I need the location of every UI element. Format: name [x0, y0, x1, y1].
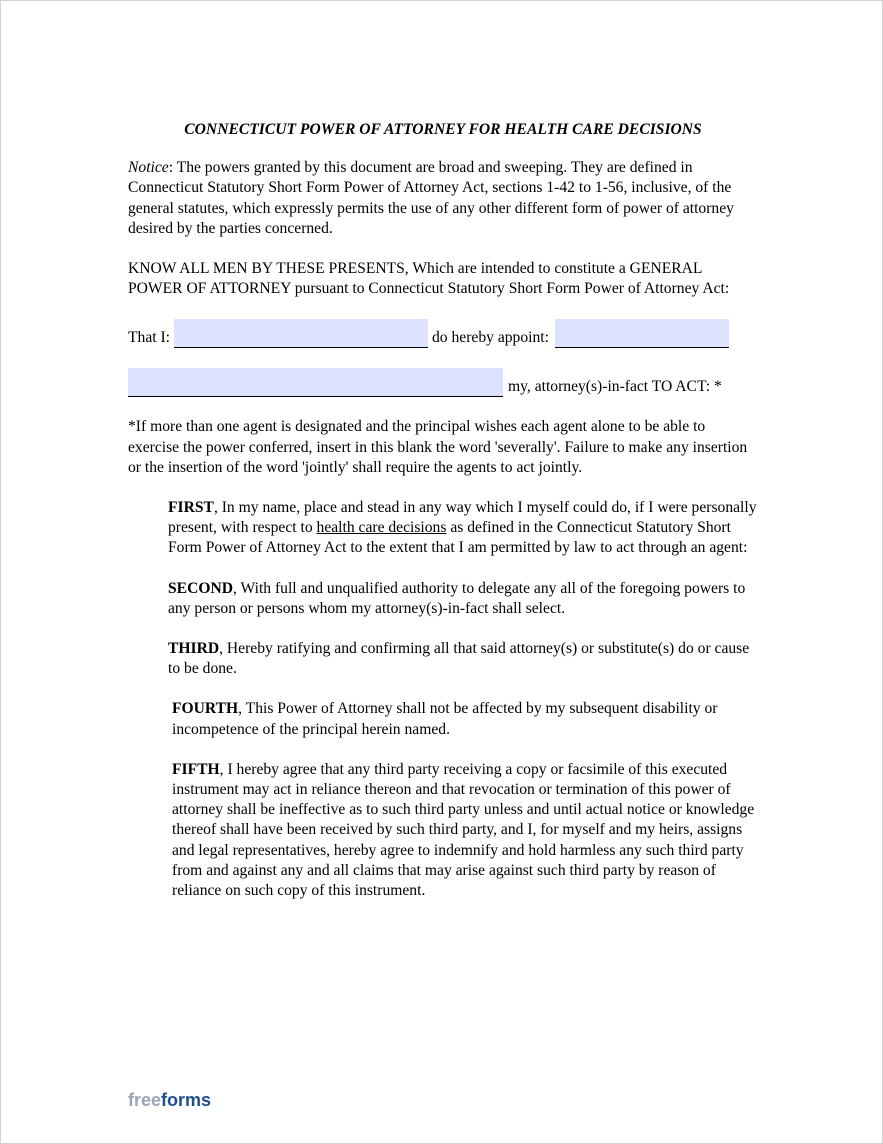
fourth-label: FOURTH — [172, 700, 239, 718]
fourth-paragraph — [128, 699, 758, 739]
agent-row — [128, 368, 758, 397]
that-i-label: That I: — [128, 329, 170, 347]
second-text: , With full and unqualified authority to delegate any all of the foregoing powers to any person or persons whom my attorney(s)-in-fact shall select. — [168, 579, 746, 617]
health-care-decisions-text: health care decisions — [316, 519, 447, 537]
know-all-paragraph: KNOW ALL MEN BY THESE PRESENTS, Which are intended to constitute a GENERAL POWER OF ATTORNEY pursuant to Connecticut Statutory Short Form Power of Attorney Act: — [128, 260, 730, 298]
second-paragraph — [128, 579, 758, 619]
fourth-text: , This Power of Attorney shall not be affected by my subsequent disability or incompetence of the principal herein named. — [172, 700, 718, 738]
fifth-paragraph — [128, 760, 758, 901]
third-paragraph — [128, 639, 758, 679]
first-label: FIRST — [168, 499, 214, 517]
first-text-a: , In my name, place and stead in any way which I myself could do, if I were personally present, with respect to — [168, 499, 757, 537]
fifth-text: , I hereby agree that any third party receiving a copy or facsimile of this executed instrument may act in reliance thereon and that revocation or termination of this power of attorney shall be ineffective as to such third party unless and until actual notice or knowledge thereof shall have been received by such third party, and I, for myself and my heirs, assigns and legal representatives, hereby agree to indemnify and hold harmless any such third party from and against any and all claims that may arise against such third party by reason of reliance on such copy of this instrument. — [172, 760, 755, 900]
notice-label: Notice — [128, 159, 169, 177]
second-label: SECOND — [168, 579, 233, 597]
document-title: CONNECTICUT POWER OF ATTORNEY FOR HEALTH CARE DECISIONS — [184, 121, 702, 138]
principal-name-field[interactable] — [174, 319, 428, 348]
footnote-paragraph: *If more than one agent is designated and the principal wishes each agent alone to be able to exercise the power conferred, insert in this blank the word 'severally'. Failure to make any insertion or the insertion of the word 'jointly' shall require the agents to act jointly. — [128, 418, 748, 476]
freeforms-logo — [128, 1090, 211, 1111]
attorney-label: my, attorney(s)-in-fact TO ACT: * — [508, 378, 722, 396]
third-text: , Hereby ratifying and confirming all that said attorney(s) or substitute(s) do or cause to be done. — [168, 640, 750, 678]
agent-name-field-2[interactable] — [128, 368, 503, 397]
fifth-label: FIFTH — [172, 760, 220, 778]
first-paragraph — [128, 498, 758, 559]
notice-paragraph — [128, 158, 758, 239]
agent-name-field-1[interactable] — [555, 319, 729, 348]
document-body — [128, 120, 758, 921]
principal-row — [128, 319, 758, 348]
logo-forms-text: forms — [161, 1090, 212, 1110]
first-text-b: as defined in the Connecticut Statutory Short Form Power of Attorney Act to the extent that I am permitted by law to act through an agent: — [168, 519, 748, 557]
third-label: THIRD — [168, 640, 220, 658]
notice-text: : The powers granted by this document are broad and sweeping. They are defined in Connecticut Statutory Short Form Power of Attorney Act, sections 1-42 to 1-56, inclusive, of the general statutes, which expressly permits the use of any other different form of power of attorney desired by the parties concerned. — [128, 159, 734, 237]
appoint-label: do hereby appoint: — [432, 329, 549, 347]
logo-free-text: free — [128, 1090, 162, 1110]
